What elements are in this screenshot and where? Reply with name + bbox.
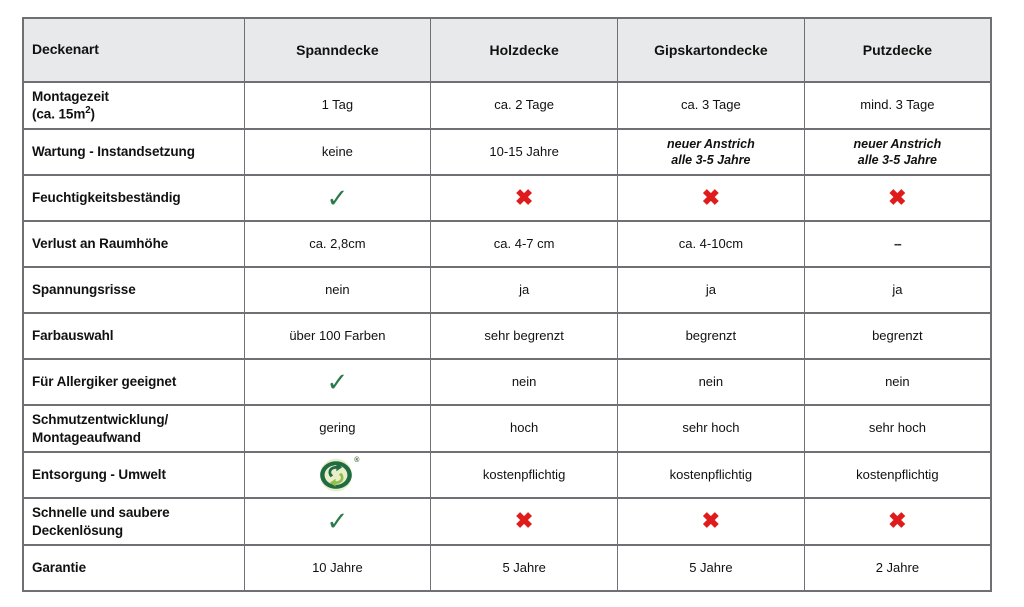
cell-text-line: gering <box>319 420 356 436</box>
column-header-gipskartondecke: Gipskartondecke <box>618 18 805 82</box>
cell-text-line: ca. 2,8cm <box>309 235 366 251</box>
table-cell <box>431 498 618 545</box>
ceiling-types-comparison-table <box>22 17 992 592</box>
cell-text-line: sehr hoch <box>868 420 926 436</box>
table-container <box>22 17 990 592</box>
table-row <box>23 267 991 313</box>
row-label: Für Allergiker geeignet <box>23 359 244 405</box>
der-gruene-punkt-recycling-icon <box>317 457 360 492</box>
cell-text-line: nein <box>325 281 350 297</box>
cell-text-line: ja <box>892 281 903 297</box>
table-cell <box>804 129 991 175</box>
table-cell <box>244 129 431 175</box>
cell-text-line: mind. 3 Tage <box>860 97 935 113</box>
cell-text-line: ja <box>705 281 716 297</box>
table-cell <box>804 498 991 545</box>
table-cell <box>804 545 991 591</box>
column-header-spanndecke: Spanndecke <box>244 18 431 82</box>
cell-text-line: sehr hoch <box>682 420 740 436</box>
table-cell <box>618 82 805 129</box>
table-cell <box>244 175 431 221</box>
cell-text-line: ja <box>519 281 530 297</box>
table-row <box>23 359 991 405</box>
cross-icon: ✖ <box>514 508 534 534</box>
table-cell <box>618 452 805 498</box>
table-cell <box>244 359 431 405</box>
cell-text-line: ca. 4-10cm <box>678 235 744 251</box>
table-cell <box>244 267 431 313</box>
table-cell <box>244 405 431 452</box>
cell-text-line: 2 Jahre <box>875 559 920 575</box>
superscript-two: 2 <box>85 105 91 117</box>
table-cell <box>431 267 618 313</box>
table-cell <box>431 129 618 175</box>
table-cell <box>244 545 431 591</box>
row-label: Entsorgung - Umwelt <box>23 452 244 498</box>
cell-text-line: über 100 Farben <box>289 327 386 343</box>
table-cell <box>618 221 805 267</box>
table-cell <box>431 175 618 221</box>
cell-text-line: kostenpflichtig <box>482 466 566 482</box>
cell-text-line: 5 Jahre <box>502 559 546 575</box>
cell-text-line: nein <box>511 373 537 389</box>
table-cell <box>244 498 431 545</box>
table-row <box>23 82 991 129</box>
table-cell <box>618 267 805 313</box>
table-row <box>23 221 991 267</box>
row-label: Garantie <box>23 545 244 591</box>
cell-text-line: 1 Tag <box>321 97 354 113</box>
table-cell <box>804 267 991 313</box>
table-cell <box>431 359 618 405</box>
table-row <box>23 313 991 359</box>
row-label: Verlust an Raumhöhe <box>23 221 244 267</box>
table-cell <box>804 221 991 267</box>
row-label: Farbauswahl <box>23 313 244 359</box>
cross-icon: ✖ <box>514 184 534 210</box>
cell-text-line: 10-15 Jahre <box>489 143 559 159</box>
cell-text-line: hoch <box>510 420 539 436</box>
row-label: Feuchtigkeitsbeständig <box>23 175 244 221</box>
cross-icon: ✖ <box>701 508 721 534</box>
table-row <box>23 452 991 498</box>
check-icon: ✓ <box>326 182 349 213</box>
cell-text-line: alle 3-5 Jahre <box>671 153 751 167</box>
table-cell <box>804 359 991 405</box>
table-cell <box>804 175 991 221</box>
table-cell <box>618 313 805 359</box>
cell-text-line: neuer Anstrich <box>666 136 755 151</box>
row-label: Schnelle und saubere Deckenlösung <box>23 498 244 545</box>
cell-text-line: kostenpflichtig <box>856 466 939 482</box>
cell-text-line: kostenpflichtig <box>669 466 753 482</box>
cross-icon: ✖ <box>888 508 907 534</box>
table-row <box>23 498 991 545</box>
column-header-putzdecke: Putzdecke <box>804 18 991 82</box>
cell-text-line: sehr begrenzt <box>484 327 564 343</box>
empty-value-dashes: -- <box>894 235 901 251</box>
table-cell <box>431 313 618 359</box>
cross-icon: ✖ <box>701 184 721 210</box>
row-label: Spannungsrisse <box>23 267 244 313</box>
cross-icon: ✖ <box>888 184 907 210</box>
table-cell <box>244 82 431 129</box>
row-label: Wartung - Instandsetzung <box>23 129 244 175</box>
table-cell <box>431 221 618 267</box>
cell-text-line: begrenzt <box>685 327 737 343</box>
table-cell <box>244 452 431 498</box>
cell-text-line: nein <box>698 373 724 389</box>
table-cell <box>431 82 618 129</box>
cell-text-line: 5 Jahre <box>689 559 733 575</box>
table-cell <box>431 405 618 452</box>
row-label: Montagezeit (ca. $15m^2$) <box>23 82 244 129</box>
table-cell <box>244 313 431 359</box>
cell-text-line: nein <box>885 373 910 389</box>
cell-text-line: neuer Anstrich <box>853 136 942 151</box>
cell-text-line: ca. 3 Tage <box>680 97 741 113</box>
table-cell <box>618 405 805 452</box>
column-header-deckenart: Deckenart <box>23 18 244 82</box>
cell-text-line: alle 3-5 Jahre <box>857 153 937 167</box>
table-cell <box>804 313 991 359</box>
check-icon: ✓ <box>326 366 349 397</box>
table-cell <box>618 359 805 405</box>
table-cell <box>804 452 991 498</box>
column-header-holzdecke: Holzdecke <box>431 18 618 82</box>
table-cell <box>618 498 805 545</box>
cell-text-line: ca. 4-7 cm <box>493 235 555 251</box>
table-cell <box>618 175 805 221</box>
registered-trademark-mark: ® <box>354 457 360 464</box>
table-row <box>23 545 991 591</box>
table-cell <box>431 545 618 591</box>
table-cell <box>618 129 805 175</box>
table-cell <box>804 82 991 129</box>
table-row <box>23 129 991 175</box>
table-row <box>23 405 991 452</box>
row-label: Schmutzentwicklung/ Montageaufwand <box>23 405 244 452</box>
table-row <box>23 175 991 221</box>
cell-text-line: keine <box>321 143 353 159</box>
table-cell <box>431 452 618 498</box>
cell-text-line: ca. 2 Tage <box>494 97 554 113</box>
cell-text-line: begrenzt <box>872 327 923 343</box>
table-cell <box>804 405 991 452</box>
table-body <box>23 18 991 591</box>
table-cell <box>244 221 431 267</box>
table-header-row <box>23 18 991 82</box>
check-icon: ✓ <box>326 506 349 537</box>
cell-text-line: 10 Jahre <box>312 559 363 575</box>
table-cell <box>618 545 805 591</box>
